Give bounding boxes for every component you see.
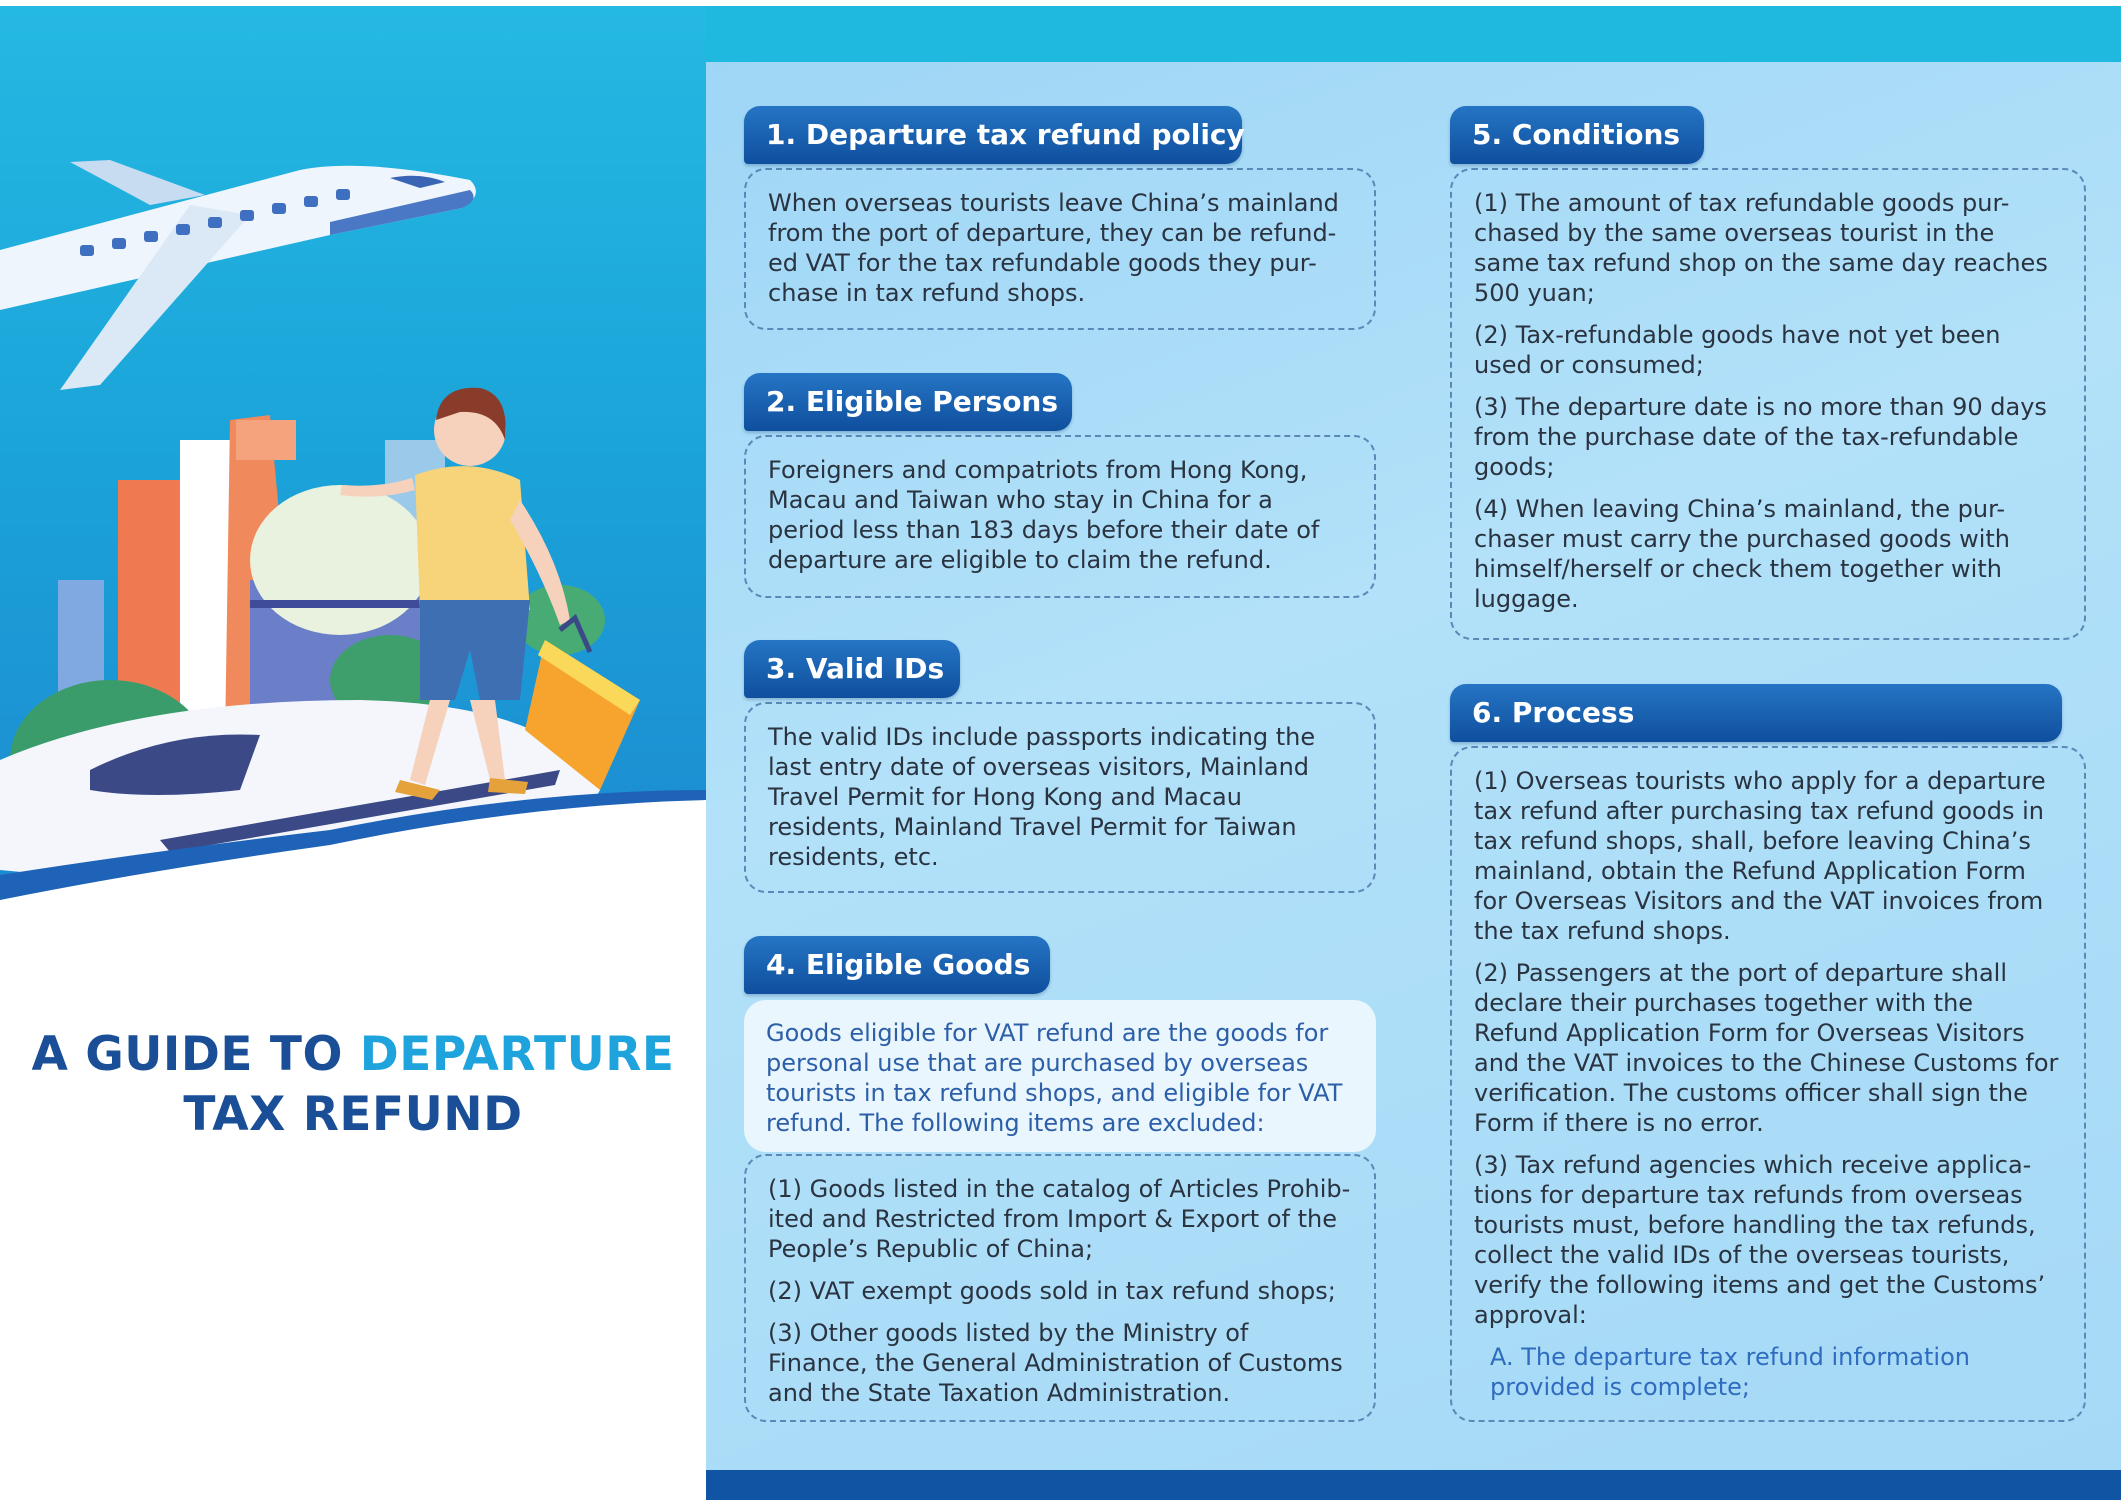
title-part-dark: A GUIDE TO <box>31 1027 343 1082</box>
section-6-subitem-a: A. The departure tax refund information provided is complete; <box>1490 1343 1970 1401</box>
section-6-item-3: (3) Tax refund agencies which receive applica-tions for departure tax refunds from overseas tourists must, before handling the tax refunds, collect the valid IDs of the overseas tourists, verify the following items and get the Customs’ approval: <box>1474 1151 2046 1329</box>
section-5-box <box>1450 168 2086 640</box>
section-1-box <box>744 168 1376 330</box>
travel-illustration <box>0 0 706 976</box>
section-3-heading: 3. Valid IDs <box>744 640 960 698</box>
section-6-item-2: (2) Passengers at the port of departure shall declare their purchases together with the Refund Application Form for Overseas Visitors and the VAT invoices to the Chinese Customs for verification. The customs officer shall sign the Form if there is no error. <box>1474 959 2059 1137</box>
bottom-band <box>706 1470 2121 1500</box>
section-5-item-3: (3) The departure date is no more than 90 days from the purchase date of the tax-refundable goods; <box>1474 393 2047 481</box>
section-1-heading: 1. Departure tax refund policy <box>744 106 1242 164</box>
section-3-box <box>744 702 1376 893</box>
section-5-item-2: (2) Tax-refundable goods have not yet been used or consumed; <box>1474 321 2001 379</box>
section-6-item-1: (1) Overseas tourists who apply for a departure tax refund after purchasing tax refund goods in tax refund shops, shall, before leaving China’s mainland, obtain the Refund Application Form for Overseas Visitors and the VAT invoices from the tax refund shops. <box>1474 767 2046 945</box>
section-4-item-2: (2) VAT exempt goods sold in tax refund shops; <box>768 1277 1336 1305</box>
title-line-2: TAX REFUND <box>183 1087 523 1142</box>
section-5-item-1: (1) The amount of tax refundable goods pur-chased by the same overseas tourist in the same tax refund shop on the same day reaches 500 yuan; <box>1474 189 2048 307</box>
section-2-heading: 2. Eligible Persons <box>744 373 1072 431</box>
section-6-heading: 6. Process <box>1450 684 2062 742</box>
section-1-text: When overseas tourists leave China’s mainland from the port of departure, they can be refund-ed VAT for the tax refundable goods they pur-chase in tax refund shops. <box>768 189 1339 307</box>
page-title <box>0 1025 706 1145</box>
section-4-box <box>744 1154 1376 1422</box>
section-4-item-3: (3) Other goods listed by the Ministry of Finance, the General Administration of Customs and the State Taxation Administration. <box>768 1319 1343 1407</box>
section-2-box <box>744 435 1376 598</box>
section-2-text: Foreigners and compatriots from Hong Kong, Macau and Taiwan who stay in China for a period less than 183 days before their date of departure are eligible to claim the refund. <box>768 456 1320 574</box>
airplane-icon <box>0 160 476 390</box>
section-3-text: The valid IDs include passports indicating the last entry date of overseas visitors, Mainland Travel Permit for Hong Kong and Macau residents, Mainland Travel Permit for Taiwan residents, etc. <box>768 723 1316 871</box>
section-5-heading: 5. Conditions <box>1450 106 1704 164</box>
section-5-item-4: (4) When leaving China’s mainland, the pur-chaser must carry the purchased goods with himself/herself or check them together with luggage. <box>1474 495 2010 613</box>
section-4-item-1: (1) Goods listed in the catalog of Articles Prohib-ited and Restricted from Import & Export of the People’s Republic of China; <box>768 1175 1351 1263</box>
section-4-heading: 4. Eligible Goods <box>744 936 1050 994</box>
title-part-light: DEPARTURE <box>359 1027 675 1082</box>
section-4-intro: Goods eligible for VAT refund are the goods for personal use that are purchased by overseas tourists in tax refund shops, and eligible for VAT refund. The following items are excluded: <box>744 1000 1376 1152</box>
section-6-box <box>1450 746 2086 1422</box>
